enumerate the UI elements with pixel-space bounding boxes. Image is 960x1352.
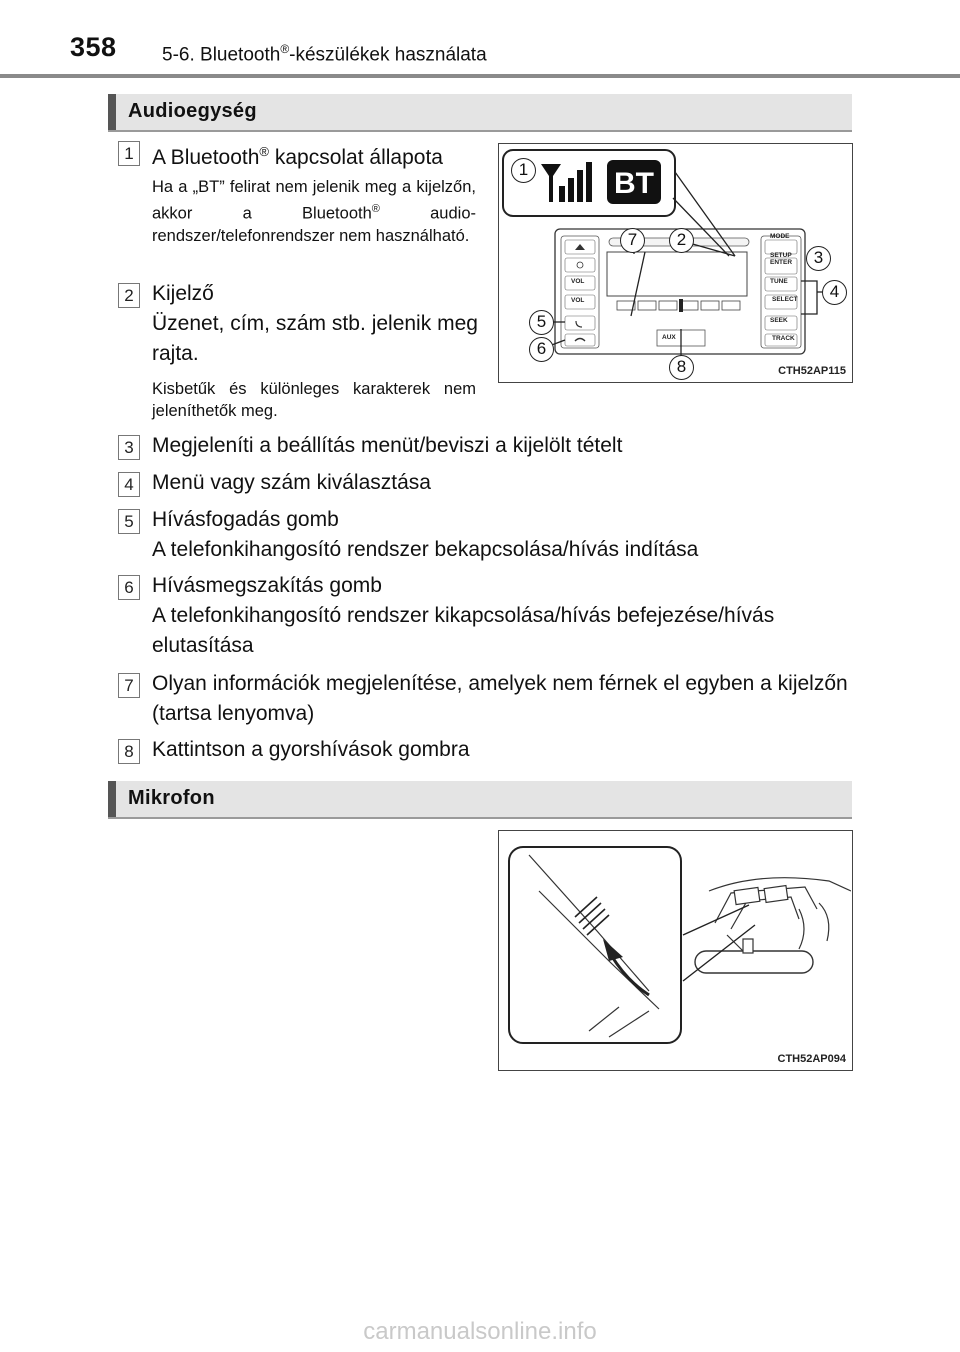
item-4-text: Menü vagy szám kiválasztása xyxy=(152,471,431,494)
callout-5: 5 xyxy=(529,310,554,335)
item-5-title: Hívásfogadás gomb xyxy=(152,508,339,531)
callout-8: 8 xyxy=(669,355,694,380)
item-number-2: 2 xyxy=(118,283,140,308)
button-label-track: TRACK xyxy=(772,335,795,342)
item-1-note: Ha a „BT” felirat nem jelenik meg a kijelzőn, akkor a Bluetooth® audio-rendszer/telefonrendszer nem használható. xyxy=(152,178,476,245)
button-label-vol-up: VOL xyxy=(571,278,585,285)
chapter-title: 5-6. Bluetooth®-készülékek használata xyxy=(162,42,487,66)
item-2-title: Kijelző xyxy=(152,282,214,305)
button-label-tune: TUNE xyxy=(770,278,788,285)
watermark: carmanualsonline.info xyxy=(363,1318,597,1345)
item-6-description: A telefonkihangosító rendszer kikapcsolása/hívás befejezése/hívás elutasítása xyxy=(152,604,775,657)
item-number-8: 8 xyxy=(118,739,140,764)
item-8-text: Kattintson a gyorshívások gombra xyxy=(152,738,470,761)
bt-label: BT xyxy=(614,167,654,200)
figure-1-code: CTH52AP115 xyxy=(778,365,846,377)
callout-3: 3 xyxy=(806,246,831,271)
button-label-enter: ENTER xyxy=(770,259,793,266)
callout-1: 1 xyxy=(511,158,536,183)
button-label-select: SELECT xyxy=(772,296,798,303)
callout-6: 6 xyxy=(529,337,554,362)
item-2-description: Üzenet, cím, szám stb. jelenik meg rajta. xyxy=(152,312,478,365)
section-bar-audio xyxy=(108,94,852,130)
item-number-3: 3 xyxy=(118,435,140,460)
section-title-audio: Audioegység xyxy=(128,100,257,122)
item-7-text: Olyan információk megjelenítése, amelyek nem férnek el egyben a kijelzőn (tartsa lenyomva) xyxy=(152,672,848,725)
microphone-illustration xyxy=(499,831,851,1069)
button-label-seek: SEEK xyxy=(770,317,788,324)
item-2-note: Kisbetűk és különleges karakterek nem jeleníthetők meg. xyxy=(152,380,476,420)
button-label-aux: AUX xyxy=(662,334,676,341)
page-number: 358 xyxy=(70,32,117,62)
button-label-setup: SETUP xyxy=(770,252,792,259)
section-bar-mic xyxy=(108,781,852,817)
item-3-text: Megjeleníti a beállítás menüt/beviszi a kijelölt tételt xyxy=(152,434,623,457)
callout-4: 4 xyxy=(822,280,847,305)
button-label-vol-down: VOL xyxy=(571,297,585,304)
button-label-mode: MODE xyxy=(770,233,790,240)
item-number-6: 6 xyxy=(118,575,140,600)
item-number-7: 7 xyxy=(118,673,140,698)
item-5-description: A telefonkihangosító rendszer bekapcsolása/hívás indítása xyxy=(152,538,699,561)
figure-microphone xyxy=(498,830,853,1071)
item-1-title: A Bluetooth® kapcsolat állapota xyxy=(152,144,443,169)
item-6-title: Hívásmegszakítás gomb xyxy=(152,574,382,597)
figure-audio-unit xyxy=(498,143,853,383)
header-rule xyxy=(0,74,960,78)
section-title-mic: Mikrofon xyxy=(128,787,215,809)
item-number-5: 5 xyxy=(118,509,140,534)
item-number-4: 4 xyxy=(118,472,140,497)
figure-2-code: CTH52AP094 xyxy=(777,1053,846,1065)
callout-2: 2 xyxy=(669,228,694,253)
item-number-1: 1 xyxy=(118,141,140,166)
callout-7: 7 xyxy=(620,228,645,253)
